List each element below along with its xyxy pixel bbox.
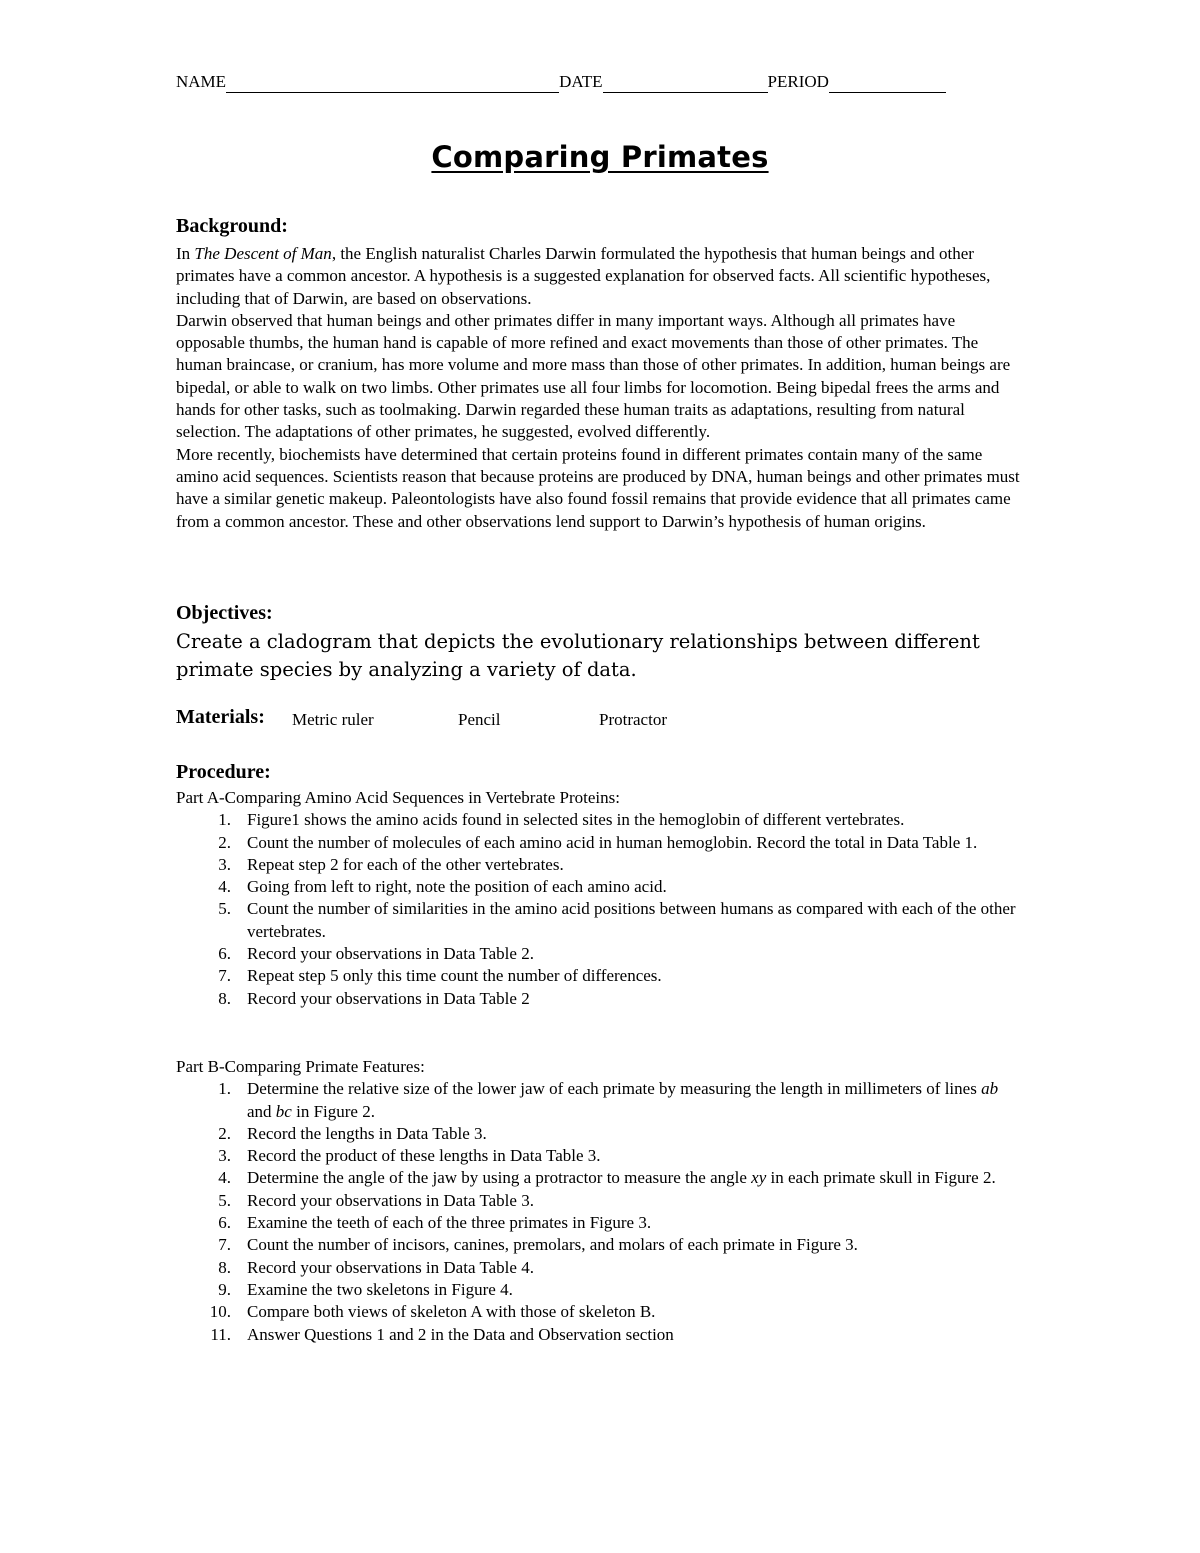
list-item: 2. Count the number of molecules of each amino acid in human hemoglobin. Record the total in Data Table 1. bbox=[218, 832, 978, 852]
part-a-steps bbox=[176, 809, 1026, 1010]
date-label: DATE bbox=[559, 72, 603, 91]
period-label: PERIOD bbox=[767, 72, 829, 91]
list-item: 9. Examine the two skeletons in Figure 4. bbox=[218, 1279, 513, 1299]
background-paragraph-3: More recently, biochemists have determined that certain proteins found in different primates contain many of the same amino acid sequences. Scientists reason that because proteins are produced by DNA, human beings and other primates must have a similar genetic makeup. Paleontologists have also found fossil remains that provide evidence that all primates came from a common ancestor. These and other observations lend support to Darwin’s hypothesis of human origins. bbox=[176, 444, 1020, 531]
period-blank[interactable] bbox=[829, 74, 946, 93]
list-item: 6. Examine the teeth of each of the three primates in Figure 3. bbox=[218, 1213, 652, 1233]
list-item: 7. Count the number of incisors, canines, premolars, and molars of each primate in Figure 3. bbox=[218, 1235, 858, 1255]
background-paragraph-2: Darwin observed that human beings and other primates differ in many important ways. Although all primates have opposable thumbs, the human hand is capable of more refined and exact movements than those of other primates. The human braincase, or cranium, has more volume and more mass than those of other primates. In addition, human beings are bipedal, or able to walk on two limbs. Other primates use all four limbs for locomotion. Being bipedal frees the arms and hands for other tasks, such as toolmaking. Darwin regarded these human traits as adaptations, resulting from natural selection. The adaptations of other primates, he suggested, evolved differently. bbox=[176, 310, 1011, 442]
date-blank[interactable] bbox=[603, 74, 768, 93]
material-item: Metric ruler bbox=[292, 710, 374, 729]
list-item: 10. Compare both views of skeleton A with those of skeleton B. bbox=[209, 1302, 656, 1322]
student-info-line bbox=[176, 71, 946, 93]
material-item: Pencil bbox=[458, 710, 501, 729]
list-item: 3. Repeat step 2 for each of the other vertebrates. bbox=[218, 854, 564, 874]
objectives-heading: Objectives: bbox=[176, 602, 273, 624]
page-title: Comparing Primates bbox=[431, 140, 769, 174]
list-item: 6. Record your observations in Data Table 2. bbox=[218, 944, 534, 964]
materials-heading: Materials: bbox=[176, 706, 265, 728]
background-paragraph-1: In The Descent of Man, the English naturalist Charles Darwin formulated the hypothesis that human beings and other primates have a common ancestor. A hypothesis is a suggested explanation for observed facts. All scientific hypotheses, including that of Darwin, are based on observations. bbox=[176, 244, 991, 308]
background-text bbox=[176, 243, 1026, 533]
objectives-text: Create a cladogram that depicts the evolutionary relationships between different primate species by analyzing a variety of data. bbox=[176, 630, 980, 681]
background-heading: Background: bbox=[176, 215, 288, 237]
list-item: 2. Record the lengths in Data Table 3. bbox=[218, 1123, 487, 1143]
list-item: 4. Determine the angle of the jaw by using a protractor to measure the angle xy in each primate skull in Figure 2. bbox=[218, 1168, 996, 1188]
part-b bbox=[176, 1056, 1026, 1346]
name-blank[interactable] bbox=[226, 74, 559, 93]
list-item: 8. Record your observations in Data Table 2 bbox=[218, 988, 530, 1008]
list-item: 5. Record your observations in Data Table 3. bbox=[218, 1190, 534, 1210]
procedure-heading: Procedure: bbox=[176, 761, 271, 783]
materials-line bbox=[176, 704, 1026, 732]
part-a bbox=[176, 787, 1026, 1010]
list-item: 1. Figure1 shows the amino acids found in selected sites in the hemoglobin of different vertebrates. bbox=[218, 810, 905, 830]
list-item: 11. Answer Questions 1 and 2 in the Data and Observation section bbox=[210, 1324, 674, 1344]
book-title: The Descent of Man bbox=[194, 244, 332, 263]
part-b-title: Part B-Comparing Primate Features: bbox=[176, 1057, 425, 1076]
list-item: 3. Record the product of these lengths in Data Table 3. bbox=[218, 1146, 601, 1166]
list-item: 1. Determine the relative size of the lower jaw of each primate by measuring the length in millimeters of lines ab and bc in Figure 2. bbox=[218, 1079, 999, 1121]
list-item: 4. Going from left to right, note the position of each amino acid. bbox=[218, 877, 667, 897]
part-a-title: Part A-Comparing Amino Acid Sequences in Vertebrate Proteins: bbox=[176, 788, 620, 807]
list-item: 5. Count the number of similarities in the amino acid positions between humans as compared with each of the other vertebrates. bbox=[218, 899, 1016, 941]
list-item: 8. Record your observations in Data Table 4. bbox=[218, 1257, 534, 1277]
material-item: Protractor bbox=[599, 710, 667, 729]
name-label: NAME bbox=[176, 72, 227, 91]
part-b-steps bbox=[176, 1078, 1026, 1346]
list-item: 7. Repeat step 5 only this time count the number of differences. bbox=[218, 966, 662, 986]
